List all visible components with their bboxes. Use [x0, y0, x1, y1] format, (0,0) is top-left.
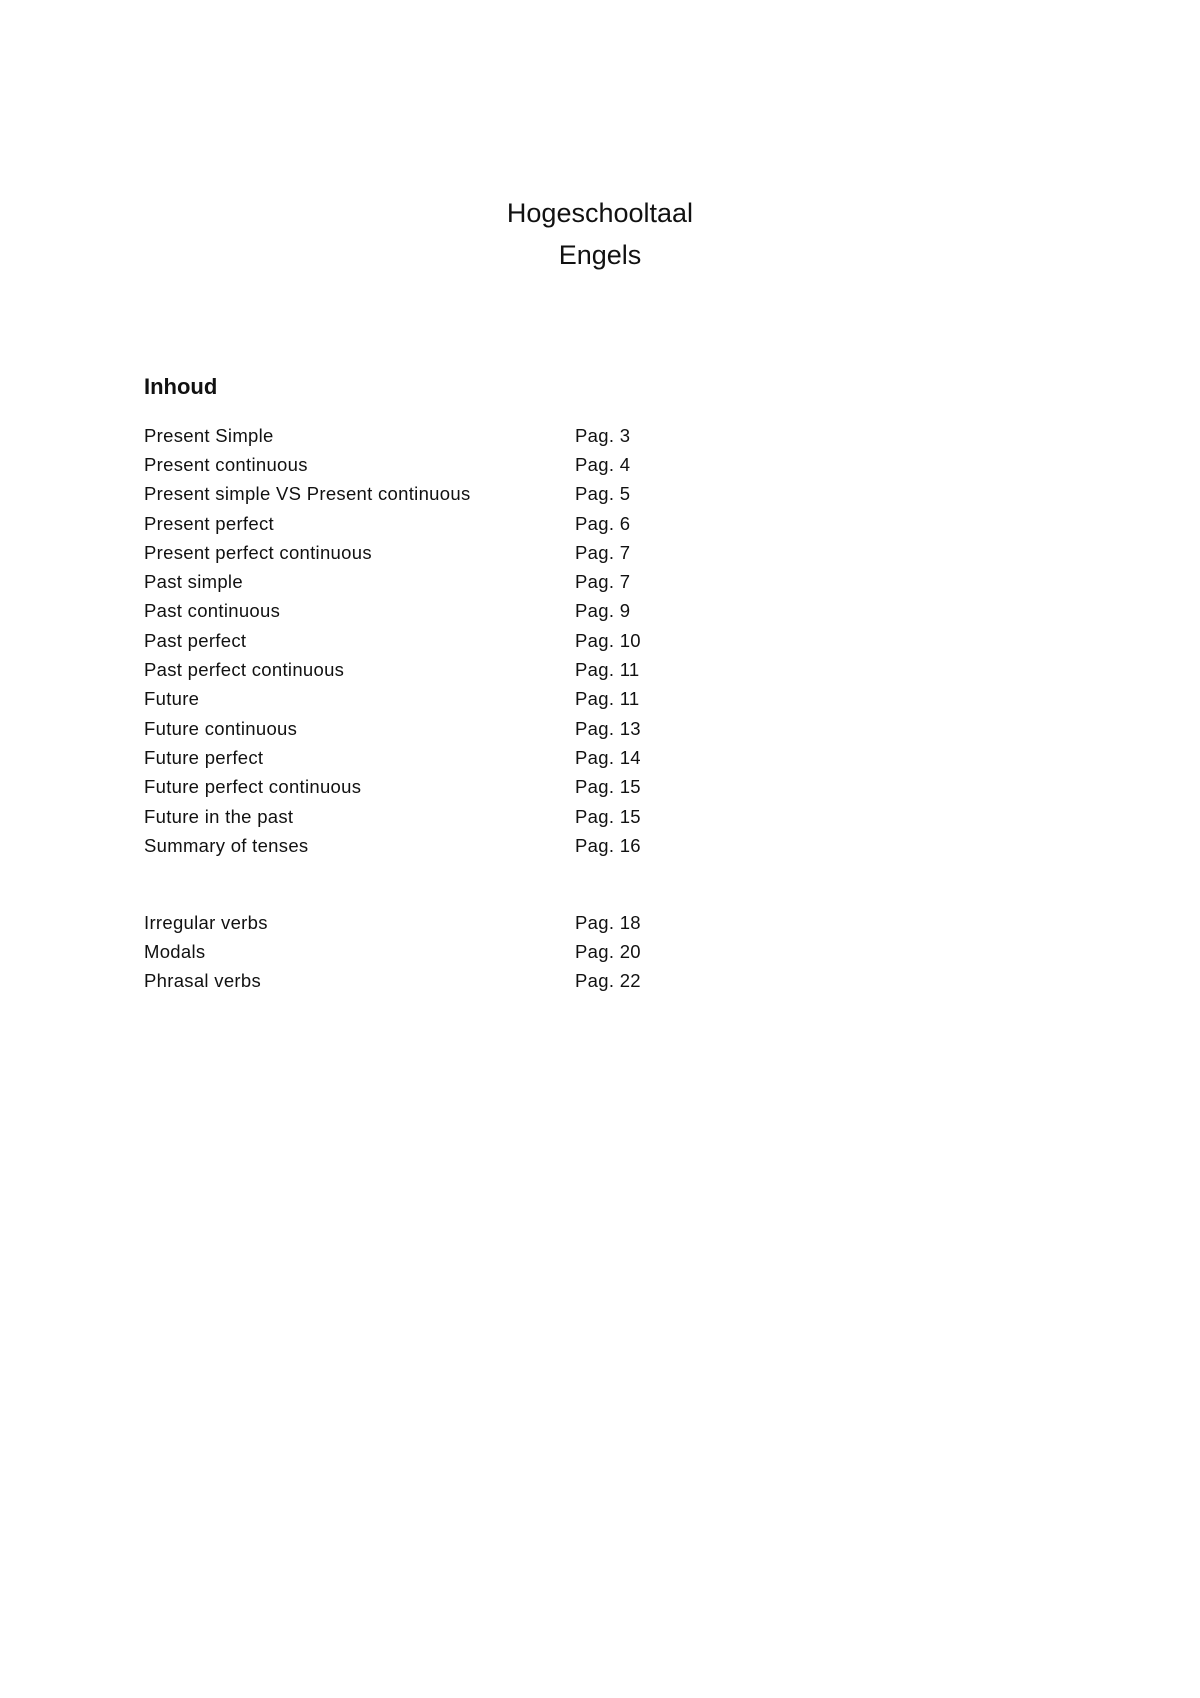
toc-entry: [144, 538, 744, 567]
document-title: Hogeschooltaal: [506, 198, 694, 228]
toc-entry-page: Pag. 20: [575, 940, 641, 962]
toc-entry: [144, 714, 744, 743]
toc-entry: [144, 831, 744, 860]
toc-entry-page: Pag. 22: [575, 970, 641, 992]
toc-entry-label: Present perfect continuous: [144, 541, 372, 563]
toc-entry: [144, 626, 744, 655]
toc-entry-label: Irregular verbs: [144, 911, 268, 933]
toc-entry-page: Pag. 11: [575, 688, 640, 710]
toc-entry-label: Past simple: [144, 571, 243, 593]
toc-entry: [144, 509, 744, 538]
toc-entry-label: Future perfect: [144, 746, 264, 768]
toc-entry-label: Future perfect continuous: [144, 776, 362, 798]
toc-entry: [144, 937, 744, 966]
toc-entry-page: Pag. 10: [575, 629, 641, 651]
toc-entry-page: Pag. 3: [575, 424, 631, 446]
toc-entry: [144, 597, 744, 626]
title-block: [0, 192, 1200, 276]
toc-entry-label: Present simple VS Present continuous: [144, 483, 471, 505]
toc-entry-label: Phrasal verbs: [144, 970, 262, 992]
toc-entry: [144, 802, 744, 831]
toc-entry-page: Pag. 13: [575, 717, 641, 739]
toc-entry: [144, 450, 744, 479]
toc-entry-label: Future: [144, 688, 200, 710]
toc-entry-page: Pag. 15: [575, 776, 641, 798]
toc-entry-page: Pag. 14: [575, 746, 641, 768]
toc-entry-page: Pag. 7: [575, 571, 631, 593]
toc-entry-label: Present Simple: [144, 424, 274, 446]
toc-entry-label: Modals: [144, 940, 206, 962]
toc-entry-label: Past perfect continuous: [144, 659, 345, 681]
toc-entry-page: Pag. 5: [575, 483, 631, 505]
toc-entry-label: Summary of tenses: [144, 834, 309, 856]
toc-entry: [144, 908, 744, 937]
toc-entry-label: Present perfect: [144, 512, 274, 534]
toc-entry-page: Pag. 9: [575, 600, 631, 622]
toc-list-appendix: [144, 908, 744, 996]
document-subtitle: Engels: [558, 240, 642, 270]
toc-entry-label: Past perfect: [144, 629, 247, 651]
toc-entry-page: Pag. 18: [575, 911, 641, 933]
toc-entry-page: Pag. 4: [575, 453, 631, 475]
toc-entry-page: Pag. 16: [575, 834, 641, 856]
toc-entry: [144, 655, 744, 684]
toc-entry-label: Present continuous: [144, 453, 308, 475]
toc-entry: [144, 967, 744, 996]
toc-entry-label: Future continuous: [144, 717, 298, 739]
toc-entry: [144, 421, 744, 450]
toc-entry: [144, 773, 744, 802]
toc-entry-page: Pag. 7: [575, 541, 631, 563]
toc-entry-label: Future in the past: [144, 805, 294, 827]
toc-entry-page: Pag. 6: [575, 512, 631, 534]
toc-entry: [144, 685, 744, 714]
toc-list: [144, 421, 744, 860]
toc-entry: [144, 480, 744, 509]
toc-entry-page: Pag. 11: [575, 659, 640, 681]
toc-heading: Inhoud: [144, 374, 218, 399]
toc-entry-page: Pag. 15: [575, 805, 641, 827]
toc-entry: [144, 567, 744, 596]
toc-entry: [144, 743, 744, 772]
toc-entry-label: Past continuous: [144, 600, 281, 622]
